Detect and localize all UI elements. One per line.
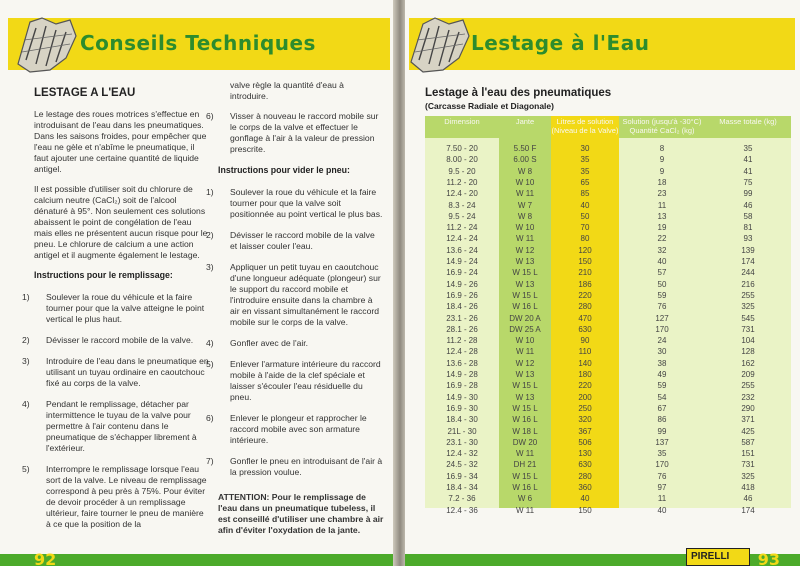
table-cell: 170 <box>655 324 669 334</box>
left-footer-bar <box>0 554 395 566</box>
table-cell: 11.2 - 20 <box>446 177 478 187</box>
table-cell: W 13 <box>515 257 535 266</box>
table-cell: W 15 L <box>512 290 538 300</box>
table-cell: 59 <box>657 290 667 300</box>
table-cell: 14.9 - 24 <box>446 257 478 266</box>
list-item: 2) Dévisser le raccord mobile de la valve et laisser couler l'eau. <box>206 230 375 251</box>
table-cell: 139 <box>741 245 755 255</box>
col-jante <box>499 116 551 515</box>
table-cell: 162 <box>741 358 755 368</box>
table-cell: 220 <box>578 381 592 391</box>
table-cell: 38 <box>657 358 667 368</box>
table-cell: W 10 <box>515 336 535 346</box>
right-banner <box>409 18 795 70</box>
table-cell: W 15 L <box>512 403 538 413</box>
section-heading: LESTAGE A L'EAU <box>34 87 136 99</box>
table-cell: 12.4 - 32 <box>446 449 478 459</box>
table-cell: 16.9 - 34 <box>446 471 478 481</box>
page-number-right: 93 <box>757 550 780 566</box>
table-cell: 9 <box>659 155 665 165</box>
table-cell: 86 <box>657 415 667 425</box>
page-number-left: 92 <box>34 550 57 566</box>
table-cell: 11.2 - 28 <box>446 336 478 346</box>
list-item: 1) Soulever la roue du véhicule et la faire tourner pour que la valve atteigne le point vertical le plus haut. <box>22 292 205 324</box>
table-cell: 325 <box>741 471 755 481</box>
table-cell: 80 <box>580 234 590 244</box>
table-cell: DW 20 A <box>509 313 541 323</box>
table-cell: W 12 <box>515 245 535 255</box>
attention-note: ATTENTION: Pour le remplissage de l'eau dans un pneumatique tubeless, il est conseillé d'utiliser une chambre à air afin d'éviter l'oxydation de la jante. <box>218 492 384 535</box>
table-cell: 58 <box>743 211 753 221</box>
table-cell: 150 <box>578 505 592 515</box>
table-cell: 40 <box>580 494 590 504</box>
table-cell: DH 21 <box>513 460 537 470</box>
table-cell: W 8 <box>517 166 533 176</box>
right-banner-title: Lestage à l'Eau <box>471 31 650 55</box>
table-cell: 50 <box>657 279 667 289</box>
table-cell: 18.4 - 30 <box>446 415 478 425</box>
table-cell: 49 <box>657 370 667 379</box>
left-page <box>0 0 395 566</box>
table-cell: W 11 <box>515 189 535 199</box>
table-cell: 367 <box>578 426 592 436</box>
table-cell: W 15 L <box>512 471 538 481</box>
table-cell: 186 <box>578 279 592 289</box>
fill-steps-list <box>22 292 210 530</box>
table-cell: 35 <box>580 166 590 176</box>
table-cell: 16.9 - 26 <box>446 290 478 300</box>
table-cell: 290 <box>741 403 755 413</box>
table-cell: 70 <box>580 223 590 233</box>
table-cell: 23.1 - 30 <box>446 437 478 447</box>
table-cell: 81 <box>743 223 753 233</box>
list-item: 6) Enlever le plongeur et rapprocher le raccord mobile avec son armature intérieure. <box>206 413 367 445</box>
right-page <box>405 0 800 566</box>
list-item: 3) Appliquer un petit tuyau en caoutchouc d'une longueur adéquate (plongeur) sur le support du raccord mobile et l'introduire ensuite dans la chambre à air en vissant simultanément le raccord mobile sur le corps de la valve. <box>206 262 381 327</box>
table-cell: 12.4 - 20 <box>446 189 478 199</box>
table-cell: DW 25 A <box>509 324 541 334</box>
table-cell: 40 <box>657 505 667 515</box>
table-cell: 9.5 - 24 <box>448 211 476 221</box>
table-cell: 41 <box>743 155 753 165</box>
table-cell: 13.6 - 28 <box>446 358 478 368</box>
list-item: 4) Pendant le remplissage, détacher par intermittence le tuyau de la valve pour permettre à l'air contenu dans le pneumatique de s'échapper librement à l'extérieur. <box>22 399 197 453</box>
table-cell: 12.4 - 24 <box>446 234 478 244</box>
table-cell: DW 20 <box>512 437 538 447</box>
table-cell: 170 <box>655 460 669 470</box>
table-cell: W 10 <box>515 177 535 187</box>
table-cell: W 11 <box>515 505 535 515</box>
table-cell: 11 <box>657 200 667 210</box>
table-cell: 22 <box>657 234 667 244</box>
table-cell: 9 <box>659 166 665 176</box>
table-cell: 35 <box>580 155 590 165</box>
table-cell: 50 <box>580 211 590 221</box>
table-cell: 150 <box>578 257 592 266</box>
table-cell: 19 <box>657 223 667 233</box>
table-cell: 232 <box>741 392 755 402</box>
table-cell: 104 <box>741 336 755 346</box>
table-cell: 35 <box>657 449 667 459</box>
table-cell: 216 <box>741 279 755 289</box>
left-column-1 <box>22 87 210 540</box>
table-cell: 418 <box>741 483 755 492</box>
list-item: 5) Interrompre le remplissage lorsque l'eau sort de la valve. Le niveau de remplissage correspond à peu près à 75%. Pour éviter de devoir procéder à un remplissage ultérieur, faire tourner le pneu de manière à ce que la position de la <box>22 464 207 529</box>
table-header-cell: Dimension <box>444 117 480 126</box>
table-cell: 40 <box>580 200 590 210</box>
table-cell: 12.4 - 36 <box>446 505 478 515</box>
table-cell: 127 <box>655 313 669 323</box>
table-cell: 18.4 - 34 <box>446 483 478 492</box>
table-cell: 18 <box>657 177 667 187</box>
table-cell: 93 <box>743 234 753 244</box>
table-cell: 76 <box>657 302 667 312</box>
table-cell: 174 <box>741 505 755 515</box>
left-banner-title: Conseils Techniques <box>80 31 316 55</box>
table-cell: 65 <box>580 177 590 187</box>
table-cell: 200 <box>578 392 592 402</box>
table-cell: 6.00 S <box>513 155 537 165</box>
table-header-cell: Solution (jusqu'à -30°C) Quantité CaCl₂ (kg) <box>622 117 702 135</box>
empty-instructions-heading: Instructions pour vider le pneu: <box>218 165 350 175</box>
table-cell: 244 <box>741 268 755 278</box>
table-cell: 13 <box>657 211 667 221</box>
table-cell: 7.50 - 20 <box>446 144 478 153</box>
table-cell: W 8 <box>517 211 533 221</box>
table-cell: 120 <box>578 245 592 255</box>
list-item: 5) Enlever l'armature intérieure du raccord mobile à l'aide de la clef spéciale et laisser s'écouler l'eau résiduelle du pneu. <box>206 359 381 402</box>
table-cell: 151 <box>741 449 755 459</box>
table-cell: 8 <box>659 144 665 153</box>
intro-paragraph-2: Il est possible d'utiliser soit du chlorure de calcium neutre (CaCl₂) soit de l'alcool dénaturé à 95°. Non seulement ces solutions abaissent le point de congélation de l'eau mais elles ne présentent aucun risque pour le pneu. Le chlorure de calcium a une action antigel et il augmente également le lestage. <box>34 184 208 260</box>
table-cell: 35 <box>743 144 753 153</box>
table-cell: 11 <box>657 494 667 504</box>
table-cell: 75 <box>743 177 753 187</box>
table-cell: 97 <box>657 483 667 492</box>
fill-instructions-heading: Instructions pour le remplissage: <box>34 270 173 280</box>
brand-logo: PIRELLI <box>686 548 750 566</box>
table-cell: 85 <box>580 189 590 199</box>
table-cell: 46 <box>743 200 753 210</box>
table-cell: 320 <box>578 415 592 425</box>
continued-text: valve règle la quantité d'eau à introduire. <box>230 80 344 101</box>
list-item: 7) Gonfler le pneu en introduisant de l'air à la pression voulue. <box>206 456 383 477</box>
table-cell: 67 <box>657 403 667 413</box>
table-subtitle: (Carcasse Radiale et Diagonale) <box>425 101 554 111</box>
table-cell: 174 <box>741 257 755 266</box>
table-cell: 630 <box>578 324 592 334</box>
table-cell: W 11 <box>515 234 535 244</box>
table-cell: W 18 L <box>512 426 538 436</box>
table-title: Lestage à l'eau des pneumatiques <box>425 87 612 99</box>
table-cell: 30 <box>657 347 667 357</box>
list-item: 1) Soulever la roue du véhicule et la faire tourner pour que la valve soit positionnée au point vertical le plus bas. <box>206 187 383 219</box>
table-cell: 32 <box>657 245 667 255</box>
table-cell: 128 <box>741 347 755 357</box>
table-cell: 506 <box>578 437 592 447</box>
table-cell: 731 <box>741 324 755 334</box>
table-cell: 21L - 30 <box>447 426 477 436</box>
table-cell: 9.5 - 20 <box>448 166 476 176</box>
table-cell: 76 <box>657 471 667 481</box>
table-cell: 23.1 - 26 <box>446 313 478 323</box>
table-cell: 470 <box>578 313 592 323</box>
fill-steps-continued <box>206 111 384 155</box>
table-cell: W 12 <box>515 358 535 368</box>
table-cell: 360 <box>578 483 592 492</box>
left-banner <box>8 18 390 70</box>
table-cell: 90 <box>580 336 590 346</box>
table-cell: 110 <box>578 347 592 357</box>
table-cell: 24.5 - 32 <box>446 460 478 470</box>
list-item: 2) Dévisser le raccord mobile de la valve. <box>22 335 194 345</box>
table-cell: 14.9 - 30 <box>446 392 478 402</box>
table-cell: 8.00 - 20 <box>446 155 478 165</box>
list-item: 6) Visser à nouveau le raccord mobile sur le corps de la valve et effectuer le gonflage à l'air à la valeur de pression prescrite. <box>206 111 379 154</box>
table-cell: 16.9 - 30 <box>446 403 478 413</box>
table-cell: 54 <box>657 392 667 402</box>
table-cell: W 15 L <box>512 381 538 391</box>
table-cell: 18.4 - 26 <box>446 302 478 312</box>
table-cell: W 15 L <box>512 268 538 278</box>
table-cell: W 13 <box>515 392 535 402</box>
table-header-cell: Masse totale (kg) <box>719 117 777 126</box>
table-cell: 99 <box>657 426 667 436</box>
table-cell: 8.3 - 24 <box>448 200 476 210</box>
table-cell: 59 <box>657 381 667 391</box>
table-cell: 40 <box>657 257 667 266</box>
table-cell: 99 <box>743 189 753 199</box>
ballast-table <box>425 116 791 515</box>
table-cell: 630 <box>578 460 592 470</box>
col-cacl2 <box>619 116 705 515</box>
table-cell: 255 <box>741 381 755 391</box>
table-cell: 57 <box>657 268 667 278</box>
table-cell: 731 <box>741 460 755 470</box>
table-cell: 13.6 - 24 <box>446 245 478 255</box>
table-cell: W 6 <box>517 494 533 504</box>
table-cell: 137 <box>655 437 669 447</box>
table-header-cell: Litres de solution (Niveau de la Valve) <box>551 117 619 135</box>
col-dimension <box>425 116 499 515</box>
table-cell: 30 <box>580 144 590 153</box>
table-cell: W 10 <box>515 223 535 233</box>
table-cell: 325 <box>741 302 755 312</box>
table-cell: 11.2 - 24 <box>446 223 478 233</box>
col-litres <box>551 116 619 515</box>
list-item: 3) Introduire de l'eau dans le pneumatique en utilisant un tuyau ordinaire en caoutchouc fixé au corps de la valve. <box>22 356 209 388</box>
table-cell: 16.9 - 24 <box>446 268 478 278</box>
table-cell: 12.4 - 28 <box>446 347 478 357</box>
table-cell: 250 <box>578 403 592 413</box>
table-cell: W 13 <box>515 370 535 379</box>
table-cell: W 16 L <box>512 302 538 312</box>
table-cell: 28.1 - 26 <box>446 324 478 334</box>
table-cell: W 7 <box>517 200 533 210</box>
table-cell: 14.9 - 28 <box>446 370 478 379</box>
table-cell: 130 <box>578 449 592 459</box>
table-cell: W 11 <box>515 347 535 357</box>
tractor-tyre-sketch-icon <box>10 14 80 76</box>
table-cell: 220 <box>578 290 592 300</box>
table-cell: 24 <box>657 336 667 346</box>
table-cell: 41 <box>743 166 753 176</box>
table-cell: 140 <box>578 358 592 368</box>
table-cell: 371 <box>741 415 755 425</box>
table-cell: W 11 <box>515 449 535 459</box>
table-cell: 280 <box>578 471 592 481</box>
table-cell: 180 <box>578 370 592 379</box>
left-column-2 <box>206 80 384 536</box>
table-cell: 209 <box>741 370 755 379</box>
table-cell: 7.2 - 36 <box>448 494 476 504</box>
intro-paragraph: Le lestage des roues motrices s'effectue en introduisant de l'eau dans les pneumatiques. Dans les saisons froides, pour empêcher que l'eau ne gèle et n'abîme le pneumatique, il faut ajouter une certaine quantité de liquide antigel. <box>34 109 207 174</box>
table-cell: 545 <box>741 313 755 323</box>
table-cell: 255 <box>741 290 755 300</box>
empty-steps-list <box>206 187 384 478</box>
table-cell: 425 <box>741 426 755 436</box>
table-cell: 5.50 F <box>513 144 537 153</box>
table-cell: W 16 L <box>512 415 538 425</box>
table-cell: 23 <box>657 189 667 199</box>
table-cell: W 13 <box>515 279 535 289</box>
table-cell: 587 <box>741 437 755 447</box>
list-item: 4) Gonfler avec de l'air. <box>206 338 309 348</box>
table-cell: 46 <box>743 494 753 504</box>
table-cell: 14.9 - 26 <box>446 279 478 289</box>
table-cell: 280 <box>578 302 592 312</box>
tractor-tyre-sketch-icon <box>405 14 475 76</box>
table-header-cell: Jante <box>515 117 535 126</box>
table-cell: 210 <box>578 268 592 278</box>
col-masse <box>705 116 791 515</box>
table-cell: 16.9 - 28 <box>446 381 478 391</box>
table-cell: W 16 L <box>512 483 538 492</box>
